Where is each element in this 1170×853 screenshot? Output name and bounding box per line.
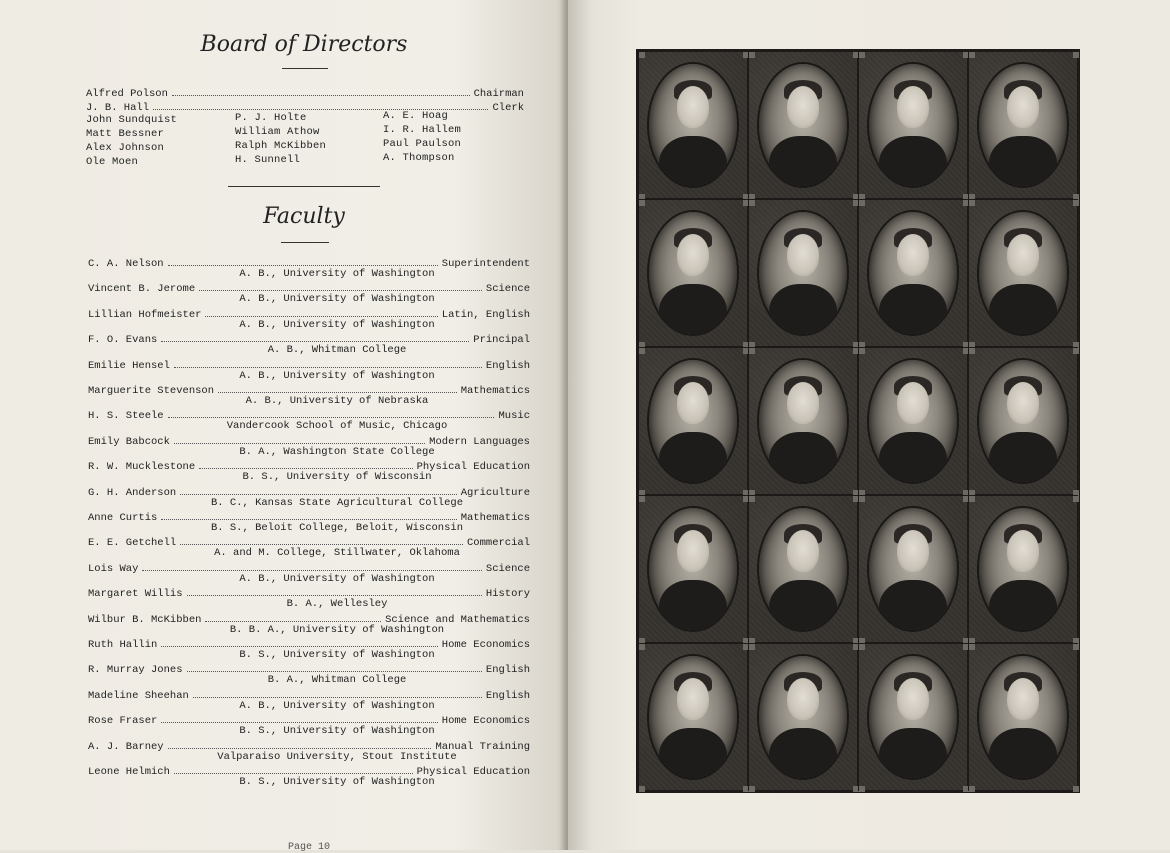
portrait-cell: [858, 199, 968, 347]
faculty-entry: [88, 307, 530, 333]
faculty-subject: English: [485, 359, 530, 372]
faculty-entry: [88, 434, 530, 460]
faculty-degree: A. B., University of Washington: [239, 699, 435, 712]
frame-corner-ornament: [639, 644, 645, 650]
faculty-entry: [88, 535, 530, 561]
dot-leader: [174, 764, 413, 774]
portrait-photo: [759, 656, 847, 778]
dot-leader: [199, 459, 412, 469]
dot-leader: [153, 100, 488, 110]
faculty-entry: [88, 662, 530, 688]
portrait-body: [879, 136, 947, 186]
portrait-body: [769, 136, 837, 186]
faculty-entry: [88, 383, 530, 409]
officer-role: Clerk: [492, 102, 524, 114]
faculty-name: Lois Way: [88, 562, 139, 575]
frame-corner-ornament: [1073, 52, 1079, 58]
portrait-face: [677, 86, 709, 128]
faculty-degree: Vandercook School of Music, Chicago: [226, 420, 448, 433]
faculty-degree: A. B., University of Washington: [239, 268, 435, 280]
portrait-photo: [759, 508, 847, 630]
board-member: Ralph McKibben: [235, 140, 327, 152]
portrait-face: [787, 234, 819, 276]
portrait-photo: [979, 212, 1067, 334]
portrait-photo: [979, 656, 1067, 778]
portrait-face: [677, 678, 709, 720]
portrait-cell: [968, 347, 1078, 495]
portrait-cell: [638, 199, 748, 347]
faculty-degree: B. C., Kansas State Agricultural College: [210, 496, 464, 509]
faculty-entry: [88, 637, 530, 663]
portrait-face: [897, 86, 929, 128]
faculty-degree: B. S., Beloit College, Beloit, Wisconsin: [210, 522, 464, 534]
faculty-degree: A. B., Whitman College: [267, 344, 407, 357]
dot-leader: [187, 586, 482, 596]
portrait-photo: [649, 508, 737, 630]
faculty-subject: Latin, English: [441, 308, 530, 321]
portrait-body: [769, 580, 837, 630]
board-member: Ole Moen: [86, 156, 139, 168]
faculty-entry: [88, 332, 530, 358]
faculty-subject: Mathematics: [460, 512, 530, 524]
faculty-subject: Manual Training: [435, 740, 530, 753]
portrait-body: [879, 728, 947, 778]
dot-leader: [161, 637, 437, 647]
faculty-subject: Science and Mathematics: [385, 613, 530, 626]
portrait-cell: [858, 347, 968, 495]
dot-leader: [168, 739, 432, 749]
faculty-name: Ruth Hallin: [88, 639, 158, 651]
faculty-name: R. W. Mucklestone: [88, 461, 196, 474]
board-member: I. R. Hallem: [383, 124, 462, 136]
portrait-body: [989, 728, 1057, 778]
portrait-cell: [638, 495, 748, 643]
portrait-body: [989, 432, 1057, 482]
dot-leader: [161, 332, 469, 342]
faculty-name: H. S. Steele: [88, 410, 164, 423]
faculty-name: R. Murray Jones: [88, 664, 183, 677]
faculty-entry: [88, 713, 530, 739]
frame-corner-ornament: [639, 348, 645, 354]
portrait-photo: [869, 360, 957, 482]
board-member: Alex Johnson: [86, 142, 165, 154]
dot-leader: [168, 408, 495, 418]
dot-leader: [172, 86, 470, 96]
faculty-degree: B. A., Washington State College: [239, 445, 435, 458]
faculty-degree: A. B., University of Nebraska: [245, 395, 429, 407]
faculty-name: A. J. Barney: [88, 740, 164, 753]
board-title-rule: [282, 68, 328, 69]
portrait-photo: [979, 64, 1067, 186]
faculty-photo-panel: [638, 51, 1078, 791]
faculty-entry: [88, 739, 530, 765]
dot-leader: [193, 688, 482, 698]
portrait-face: [897, 530, 929, 572]
portrait-cell: [638, 643, 748, 791]
portrait-cell: [748, 347, 858, 495]
faculty-entry: [88, 612, 530, 638]
faculty-subject: English: [485, 689, 530, 702]
faculty-entry: [88, 281, 530, 307]
portrait-face: [787, 530, 819, 572]
faculty-entry: [88, 764, 530, 790]
portrait-cell: [968, 51, 1078, 199]
dot-leader: [205, 612, 381, 622]
faculty-subject: Agriculture: [460, 486, 530, 499]
portrait-face: [897, 382, 929, 424]
portrait-cell: [858, 495, 968, 643]
faculty-degree: A. and M. College, Stillwater, Oklahoma: [214, 547, 460, 560]
frame-corner-ornament: [1073, 348, 1079, 354]
faculty-subject: Home Economics: [441, 715, 530, 728]
frame-corner-ornament: [969, 348, 975, 354]
faculty-subject: History: [485, 588, 530, 601]
faculty-name: Wilbur B. McKibben: [88, 613, 202, 626]
portrait-body: [989, 580, 1057, 630]
dot-leader: [174, 434, 425, 444]
faculty-name: Madeline Sheehan: [88, 689, 189, 702]
portrait-body: [989, 284, 1057, 334]
frame-corner-ornament: [859, 644, 865, 650]
frame-corner-ornament: [859, 496, 865, 502]
board-member: A. E. Hoag: [383, 110, 449, 122]
portrait-cell: [748, 199, 858, 347]
frame-corner-ornament: [1073, 644, 1079, 650]
faculty-name: F. O. Evans: [88, 334, 158, 347]
faculty-subject: Physical Education: [416, 766, 530, 778]
portrait-face: [787, 86, 819, 128]
frame-corner-ornament: [969, 496, 975, 502]
portrait-face: [1007, 530, 1039, 572]
board-member: A. Thompson: [383, 152, 455, 164]
portrait-photo: [759, 360, 847, 482]
frame-corner-ornament: [639, 200, 645, 206]
faculty-subject: Commercial: [466, 537, 530, 550]
faculty-entry: [88, 561, 530, 587]
portrait-body: [659, 728, 727, 778]
frame-corner-ornament: [969, 644, 975, 650]
faculty-name: Margaret Willis: [88, 588, 183, 601]
faculty-name: Leone Helmich: [88, 766, 170, 778]
portrait-cell: [968, 643, 1078, 791]
faculty-subject: Home Economics: [441, 639, 530, 651]
board-title: Board of Directors: [200, 32, 408, 57]
faculty-subject: Music: [498, 410, 530, 423]
faculty-name: G. H. Anderson: [88, 486, 177, 499]
portrait-face: [897, 234, 929, 276]
faculty-entry: [88, 510, 530, 536]
frame-corner-ornament: [969, 52, 975, 58]
faculty-degree: B. A., Wellesley: [286, 598, 388, 611]
frame-corner-ornament: [639, 52, 645, 58]
frame-corner-ornament: [639, 496, 645, 502]
portrait-photo: [869, 508, 957, 630]
portrait-cell: [748, 51, 858, 199]
board-member: P. J. Holte: [235, 112, 307, 124]
frame-corner-ornament: [969, 786, 975, 792]
portrait-cell: [858, 51, 968, 199]
portrait-photo: [869, 656, 957, 778]
faculty-degree: B. S., University of Washington: [239, 649, 435, 661]
photo-grid: [638, 51, 1078, 791]
section-divider: [228, 186, 380, 187]
faculty-degree: B. A., Whitman College: [267, 674, 407, 687]
portrait-cell: [858, 643, 968, 791]
portrait-photo: [649, 656, 737, 778]
board-member: Matt Bessner: [86, 128, 165, 140]
dot-leader: [161, 713, 437, 723]
faculty-degree: Valparaiso University, Stout Institute: [217, 750, 457, 763]
portrait-face: [1007, 382, 1039, 424]
portrait-body: [879, 284, 947, 334]
dot-leader: [142, 561, 481, 571]
faculty-subject: Superintendent: [441, 258, 530, 270]
faculty-entry: [88, 358, 530, 384]
officer-name: J. B. Hall: [86, 102, 150, 114]
portrait-cell: [638, 51, 748, 199]
officer-name: Alfred Polson: [86, 88, 168, 100]
frame-corner-ornament: [749, 644, 755, 650]
faculty-subject: Mathematics: [460, 385, 530, 397]
faculty-name: Emilie Hensel: [88, 359, 170, 372]
portrait-cell: [968, 199, 1078, 347]
frame-corner-ornament: [749, 52, 755, 58]
frame-corner-ornament: [859, 52, 865, 58]
portrait-photo: [759, 64, 847, 186]
faculty-entry: [88, 459, 530, 485]
dot-leader: [180, 535, 463, 545]
page-number: Page 10: [288, 842, 331, 853]
dot-leader: [161, 510, 456, 520]
frame-corner-ornament: [1073, 496, 1079, 502]
faculty-subject: Modern Languages: [429, 435, 530, 448]
portrait-face: [1007, 234, 1039, 276]
frame-corner-ornament: [969, 200, 975, 206]
faculty-name: E. E. Getchell: [88, 537, 177, 550]
faculty-degree: A. B., University of Washington: [239, 572, 435, 585]
officer-role: Chairman: [473, 88, 524, 100]
frame-corner-ornament: [859, 786, 865, 792]
portrait-face: [1007, 86, 1039, 128]
portrait-photo: [649, 212, 737, 334]
portrait-body: [659, 284, 727, 334]
left-page: [0, 0, 568, 853]
frame-corner-ornament: [749, 348, 755, 354]
portrait-cell: [748, 643, 858, 791]
dot-leader: [180, 485, 456, 495]
portrait-photo: [869, 64, 957, 186]
portrait-body: [769, 284, 837, 334]
dot-leader: [187, 662, 482, 672]
portrait-body: [769, 728, 837, 778]
frame-corner-ornament: [859, 348, 865, 354]
portrait-face: [897, 678, 929, 720]
portrait-face: [1007, 678, 1039, 720]
faculty-degree: A. B., University of Washington: [239, 369, 435, 382]
faculty-degree: B. B. A., University of Washington: [229, 623, 445, 636]
faculty-name: Anne Curtis: [88, 512, 158, 524]
portrait-body: [989, 136, 1057, 186]
dot-leader: [174, 358, 482, 368]
dot-leader: [205, 307, 437, 317]
portrait-body: [659, 136, 727, 186]
portrait-cell: [638, 347, 748, 495]
portrait-face: [787, 382, 819, 424]
faculty-name: Emily Babcock: [88, 435, 170, 448]
portrait-photo: [759, 212, 847, 334]
frame-corner-ornament: [1073, 200, 1079, 206]
faculty-title: Faculty: [263, 204, 345, 229]
board-member: John Sundquist: [86, 114, 178, 126]
portrait-body: [879, 432, 947, 482]
faculty-degree: A. B., University of Washington: [239, 293, 435, 306]
faculty-entry: [88, 256, 530, 282]
portrait-cell: [968, 495, 1078, 643]
dot-leader: [168, 256, 438, 266]
faculty-degree: B. S., University of Washington: [239, 725, 435, 738]
portrait-body: [659, 580, 727, 630]
frame-corner-ornament: [1073, 786, 1079, 792]
faculty-degree: B. S., University of Washington: [239, 776, 435, 788]
faculty-subject: Physical Education: [416, 461, 530, 474]
frame-corner-ornament: [749, 786, 755, 792]
faculty-name: Vincent B. Jerome: [88, 283, 196, 296]
portrait-photo: [979, 360, 1067, 482]
frame-corner-ornament: [859, 200, 865, 206]
portrait-photo: [649, 64, 737, 186]
portrait-body: [659, 432, 727, 482]
board-member: H. Sunnell: [235, 154, 301, 166]
faculty-subject: English: [485, 664, 530, 677]
portrait-photo: [649, 360, 737, 482]
faculty-entry: [88, 586, 530, 612]
portrait-cell: [748, 495, 858, 643]
faculty-subject: Science: [485, 283, 530, 296]
frame-corner-ornament: [749, 200, 755, 206]
portrait-face: [677, 234, 709, 276]
faculty-entry: [88, 688, 530, 714]
faculty-name: C. A. Nelson: [88, 258, 164, 270]
frame-corner-ornament: [639, 786, 645, 792]
faculty-entry: [88, 485, 530, 511]
officer-row: [86, 86, 524, 100]
dot-leader: [199, 281, 482, 291]
portrait-face: [787, 678, 819, 720]
portrait-face: [677, 530, 709, 572]
portrait-body: [879, 580, 947, 630]
frame-corner-ornament: [749, 496, 755, 502]
faculty-name: Lillian Hofmeister: [88, 308, 202, 321]
portrait-photo: [869, 212, 957, 334]
dot-leader: [218, 383, 457, 393]
faculty-subject: Principal: [473, 334, 530, 347]
board-member: William Athow: [235, 126, 320, 138]
portrait-face: [677, 382, 709, 424]
faculty-degree: A. B., University of Washington: [239, 318, 435, 331]
faculty-name: Rose Fraser: [88, 715, 158, 728]
faculty-subject: Science: [485, 562, 530, 575]
faculty-entry: [88, 408, 530, 434]
portrait-photo: [979, 508, 1067, 630]
portrait-body: [769, 432, 837, 482]
board-member: Paul Paulson: [383, 138, 462, 150]
faculty-degree: B. S., University of Wisconsin: [242, 471, 432, 484]
faculty-title-rule: [281, 242, 329, 243]
faculty-name: Marguerite Stevenson: [88, 385, 215, 397]
